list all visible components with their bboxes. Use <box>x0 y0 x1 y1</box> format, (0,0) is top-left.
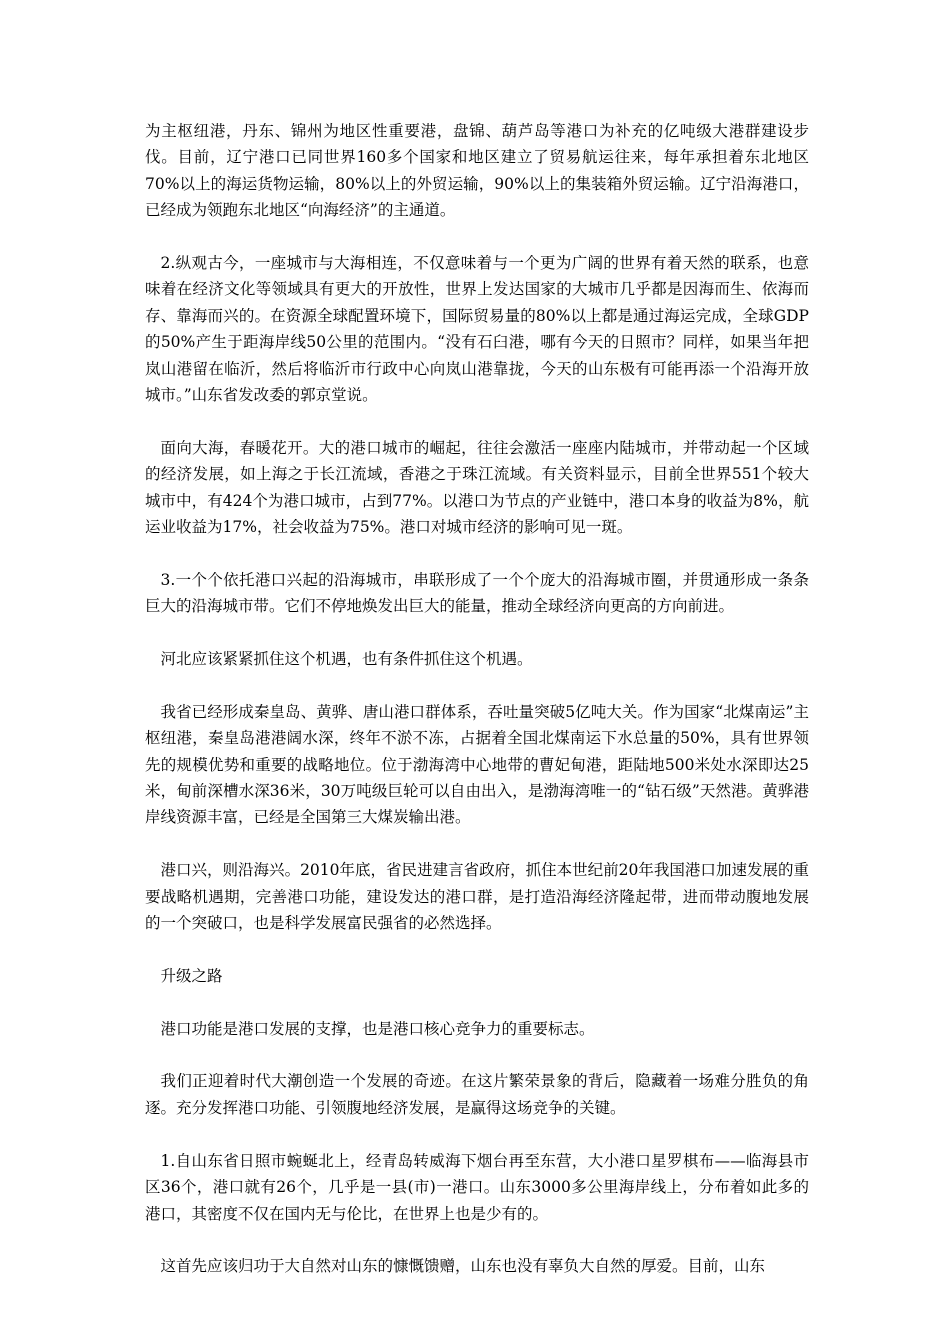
paragraph: 这首先应该归功于大自然对山东的慷慨馈赠，山东也没有辜负大自然的厚爱。目前，山东 <box>160 1257 766 1276</box>
paragraph: 面向大海，春暖花开。大的港口城市的崛起，往往会激活一座座内陆城市，并带动起一个区域的经济发展，如上海之于长江流域，香港之于珠江流域。有关资料显示，目前全世界551个较大城市中，有424个为港口城市，占到77%。以港口为节点的产业链中，港口本身的收益为8%，航运业收益为17%，社会收益为75%。港口对城市经济的影响可见一斑。 <box>145 438 809 537</box>
paragraph: 港口兴，则沿海兴。2010年底，省民进建言省政府，抓住本世纪前20年我国港口加速发展的重要战略机遇期，完善港口功能，建设发达的港口群，是打造沿海经济隆起带，进而带动腹地发展的一个突破口，也是科学发展富民强省的必然选择。 <box>145 861 809 933</box>
document-page <box>145 118 809 1306</box>
section-heading: 升级之路 <box>160 966 223 985</box>
paragraph: 我们正迎着时代大潮创造一个发展的奇迹。在这片繁荣景象的背后，隐藏着一场难分胜负的角逐。充分发挥港口功能、引领腹地经济发展，是赢得这场竞争的关键。 <box>145 1072 809 1117</box>
paragraph: 1.自山东省日照市蜿蜒北上，经青岛转威海下烟台再至东营，大小港口星罗棋布——临海县市区36个，港口就有26个，几乎是一县(市)一港口。山东3000多公里海岸线上，分布着如此多的港口，其密度不仅在国内无与伦比，在世界上也是少有的。 <box>145 1151 809 1223</box>
paragraph: 我省已经形成秦皇岛、黄骅、唐山港口群体系，吞吐量突破5亿吨大关。作为国家“北煤南运”主枢纽港，秦皇岛港港阔水深，终年不淤不冻，占据着全国北煤南运下水总量的50%，具有世界领先的规模优势和重要的战略地位。位于渤海湾中心地带的曹妃甸港，距陆地500米处水深即达25米，甸前深槽水深36米，30万吨级巨轮可以自由出入，是渤海湾唯一的“钻石级”天然港。黄骅港岸线资源丰富，已经是全国第三大煤炭输出港。 <box>145 702 809 827</box>
paragraph: 河北应该紧紧抓住这个机遇，也有条件抓住这个机遇。 <box>160 650 533 669</box>
paragraph: 港口功能是港口发展的支撑，也是港口核心竞争力的重要标志。 <box>160 1019 595 1038</box>
paragraph: 3.一个个依托港口兴起的沿海城市，串联形成了一个个庞大的沿海城市圈，并贯通形成一条条巨大的沿海城市带。它们不停地焕发出巨大的能量，推动全球经济向更高的方向前进。 <box>145 570 809 616</box>
paragraph: 为主枢纽港，丹东、锦州为地区性重要港，盘锦、葫芦岛等港口为补充的亿吨级大港群建设步伐。目前，辽宁港口已同世界160多个国家和地区建立了贸易航运往来，每年承担着东北地区70%以上的海运货物运输，80%以上的外贸运输，90%以上的集装箱外贸运输。辽宁沿海港口，已经成为领跑东北地区“向海经济”的主通道。 <box>145 122 809 220</box>
paragraph: 2.纵观古今，一座城市与大海相连，不仅意味着与一个更为广阔的世界有着天然的联系，也意味着在经济文化等领域具有更大的开放性，世界上发达国家的大城市几乎都是因海而生、依海而存、靠海而兴的。在资源全球配置环境下，国际贸易量的80%以上都是通过海运完成，全球GDP的50%产生于距海岸线50公里的范围内。“没有石臼港，哪有今天的日照市？同样，如果当年把岚山港留在临沂，然后将临沂市行政中心向岚山港靠拢，今天的山东极有可能再添一个沿海开放城市。”山东省发改委的郭京堂说。 <box>145 254 809 405</box>
